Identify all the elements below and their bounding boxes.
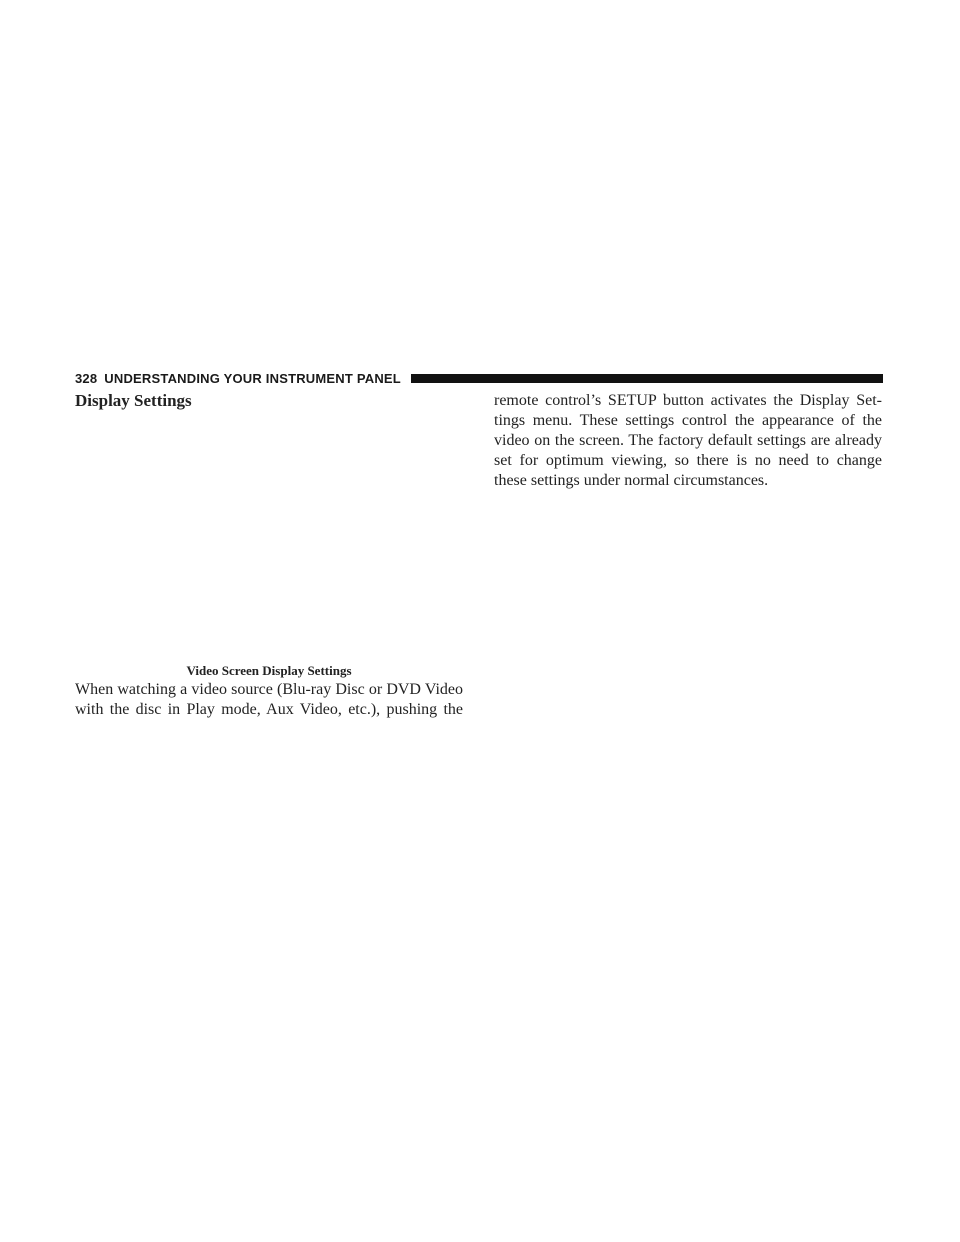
section-heading: Display Settings [75,391,192,410]
page-number: 328 [75,370,98,386]
figure-caption: Video Screen Display Settings [186,663,352,678]
paragraph-line: When watching a video source (Blu-ray Disc or DVD Video [75,681,463,698]
paragraph-line: these settings under normal circumstances. [494,472,769,489]
paragraph-line: video on the screen. The factory default settings are already [494,432,882,449]
paragraph-line: tings menu. These settings control the appearance of the [494,412,882,429]
right-paragraph [494,391,882,491]
left-paragraph [75,680,463,720]
figure-image-area [75,418,463,656]
page-header [75,370,883,386]
section-title: UNDERSTANDING YOUR INSTRUMENT PANEL [104,370,401,386]
paragraph-line: with the disc in Play mode, Aux Video, etc.), pushing the [75,701,463,718]
paragraph-line: remote control’s SETUP button activates the Display Set- [494,392,882,409]
paragraph-line: set for optimum viewing, so there is no need to change [494,452,882,469]
header-rule [411,374,883,383]
